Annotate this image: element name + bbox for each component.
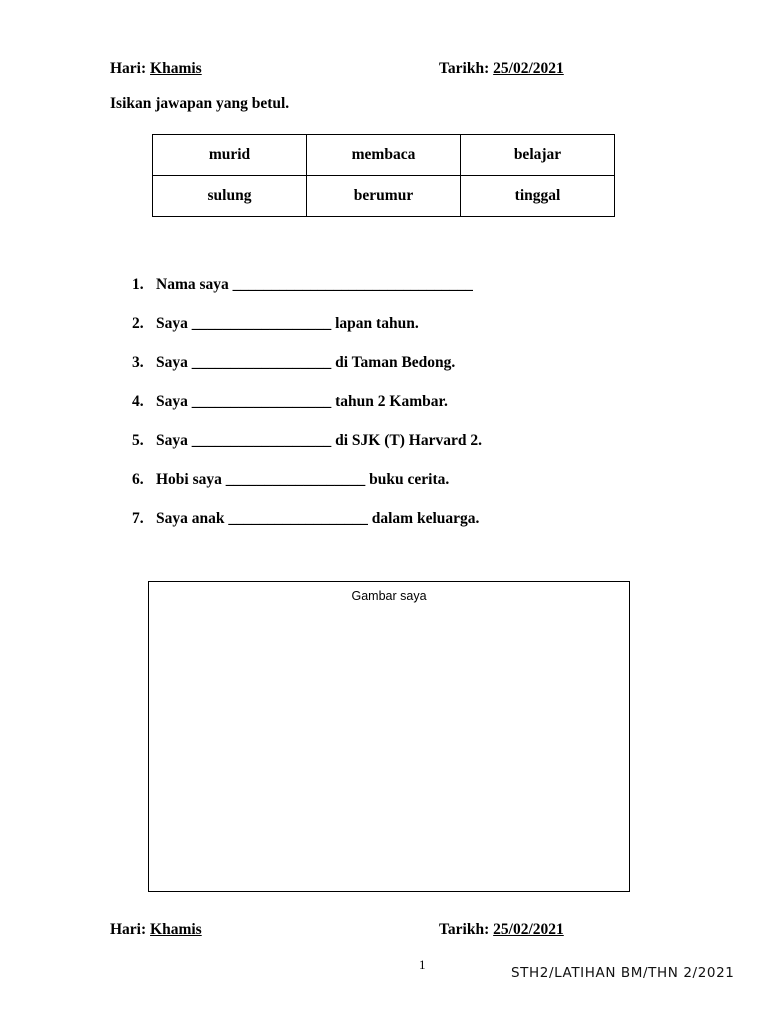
header-top [110, 60, 630, 82]
question-number: 3. [132, 354, 144, 371]
date-value: 25/02/2021 [493, 921, 564, 938]
picture-caption: Gambar saya [351, 589, 427, 603]
question-number: 5. [132, 432, 144, 449]
question-item [132, 314, 482, 353]
word-bank-cell: tinggal [461, 176, 615, 217]
day-value: Khamis [150, 60, 202, 77]
day-label: Hari: [110, 921, 151, 938]
word-bank-cell: berumur [307, 176, 461, 217]
date-field [439, 60, 564, 78]
question-text: Hobi saya __________________ buku cerita. [156, 471, 450, 488]
header-bottom [110, 921, 630, 943]
question-number: 4. [132, 393, 144, 410]
word-bank-row [153, 176, 615, 217]
question-number: 6. [132, 471, 144, 488]
day-label: Hari: [110, 60, 151, 77]
question-text: Saya __________________ di Taman Bedong. [156, 354, 456, 371]
page-number: 1 [419, 957, 426, 972]
footer-code: STH2/LATIHAN BM/THN 2/2021 [511, 965, 735, 981]
question-text: Saya __________________ lapan tahun. [156, 315, 419, 332]
question-number: 1. [132, 276, 144, 293]
picture-box [148, 581, 630, 892]
question-text: Nama saya _______________________________ [156, 276, 473, 293]
question-item [132, 392, 482, 431]
date-label: Tarikh: [439, 921, 494, 938]
day-field [110, 60, 202, 78]
question-text: Saya __________________ tahun 2 Kambar. [156, 393, 448, 410]
date-field [439, 921, 564, 939]
word-bank-row [153, 135, 615, 176]
question-item [132, 431, 482, 470]
question-number: 2. [132, 315, 144, 332]
date-label: Tarikh: [439, 60, 494, 77]
question-item [132, 470, 482, 509]
question-list [132, 275, 482, 548]
question-item [132, 275, 482, 314]
word-bank-cell: belajar [461, 135, 615, 176]
question-number: 7. [132, 510, 144, 527]
word-bank-table [152, 134, 615, 217]
instruction-text: Isikan jawapan yang betul. [110, 95, 290, 112]
word-bank-cell: membaca [307, 135, 461, 176]
question-text: Saya anak __________________ dalam keluarga. [156, 510, 480, 527]
word-bank-cell: murid [153, 135, 307, 176]
day-value: Khamis [150, 921, 202, 938]
word-bank-cell: sulung [153, 176, 307, 217]
date-value: 25/02/2021 [493, 60, 564, 77]
question-item [132, 353, 482, 392]
day-field [110, 921, 202, 939]
question-item [132, 509, 482, 548]
question-text: Saya __________________ di SJK (T) Harvard 2. [156, 432, 482, 449]
